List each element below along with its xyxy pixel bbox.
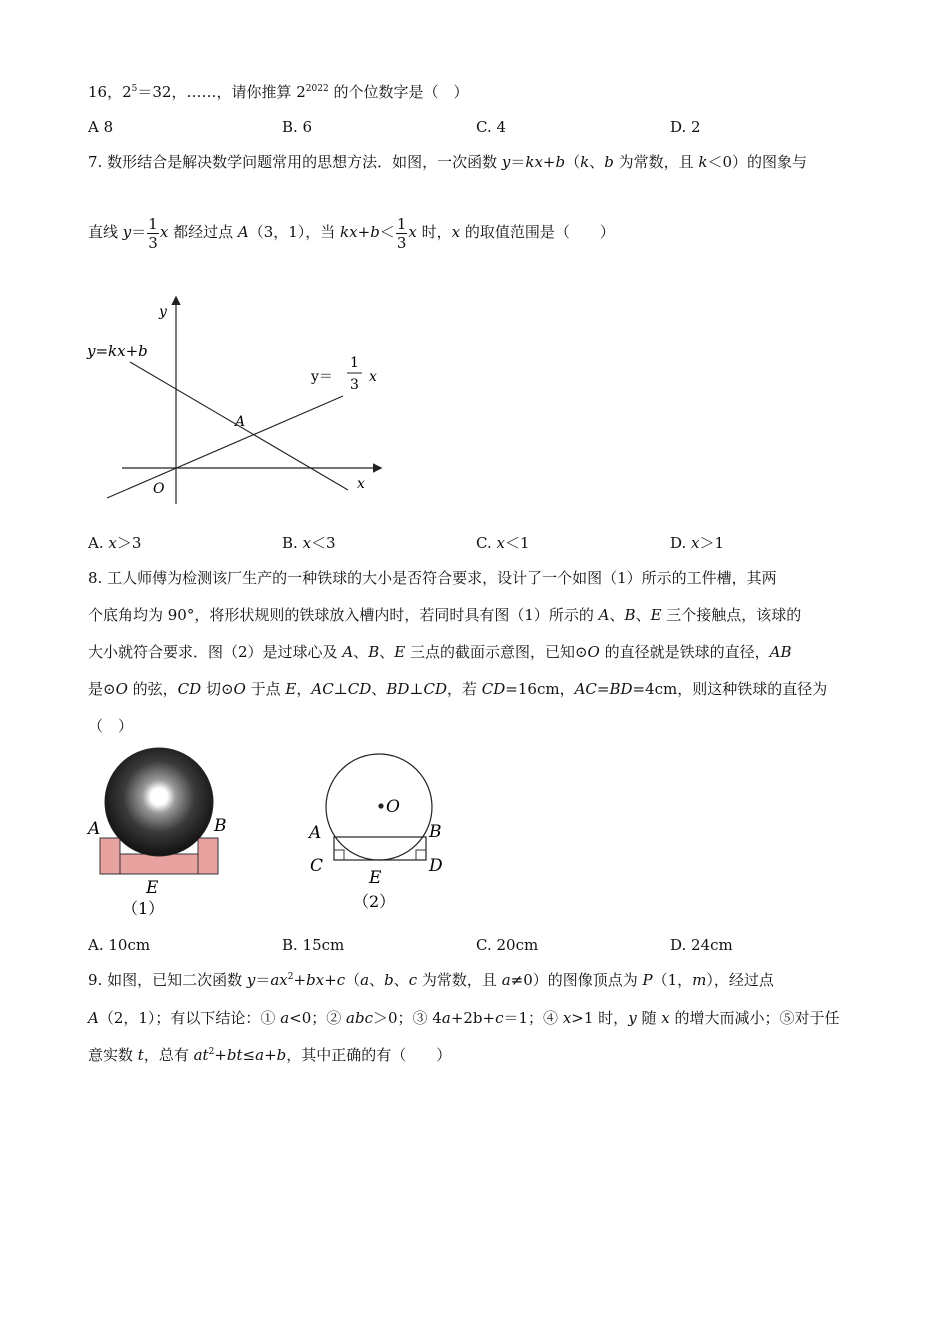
q6-tail: 的个位数字是（ ） — [328, 83, 469, 101]
text: ，若 — [447, 680, 482, 698]
line-one-third-label-var: x — [369, 369, 377, 385]
var: E — [650, 606, 662, 624]
text: 、 — [589, 153, 605, 171]
var: CD — [347, 680, 372, 698]
var: b — [555, 153, 566, 171]
text: 个底角均为 90°，将形状规则的铁球放入槽内时，若同时具有图（1）所示的 — [88, 606, 599, 624]
text: 切⊙ — [201, 680, 234, 698]
fig1-label-b: B — [214, 816, 227, 836]
text: 、 — [635, 606, 651, 624]
var: AB — [769, 643, 792, 661]
var: P — [642, 971, 653, 989]
text: 、 — [369, 971, 385, 989]
var: E — [285, 680, 297, 698]
var: c — [408, 971, 418, 989]
q7-option-d[interactable] — [670, 533, 724, 553]
var: x — [302, 534, 312, 552]
q8-stem-line1: 8. 工人师傅为检测该厂生产的一种铁球的大小是否符合要求，设计了一个如图（1）所示的工件槽，其两 — [88, 569, 777, 587]
var: CD — [423, 680, 447, 698]
var: bt — [226, 1046, 243, 1064]
var: x — [661, 1009, 670, 1027]
right-angle-mark-c — [334, 850, 344, 860]
var: b — [384, 971, 394, 989]
text: ＜3 — [311, 534, 336, 552]
text: 时， — [416, 223, 452, 241]
var: x — [159, 223, 169, 241]
var: k — [698, 153, 708, 171]
fig1-label-a: A — [88, 819, 101, 839]
var: b — [276, 1046, 287, 1064]
q7-linear-graph — [85, 290, 395, 515]
text: 是⊙ — [88, 680, 116, 698]
var: t — [137, 1046, 144, 1064]
text: ），经过点 — [706, 971, 774, 989]
q6-option-b[interactable]: B. 6 — [282, 118, 313, 136]
var: O — [587, 643, 600, 661]
numerator: 1 — [396, 214, 407, 233]
var: CD — [177, 680, 202, 698]
q7-stem-line2 — [88, 212, 615, 252]
q6-exponent: 5 — [131, 84, 138, 94]
fig2-label-e: E — [369, 868, 382, 888]
text: 、 — [609, 606, 625, 624]
text: + — [293, 971, 307, 989]
text: （1， — [652, 971, 693, 989]
fig1-label-e: E — [146, 878, 159, 898]
text: +2b+ — [450, 1009, 496, 1027]
text: 为常数，且 — [417, 971, 502, 989]
text: 、 — [379, 643, 395, 661]
text: （3，1），当 — [248, 223, 341, 241]
var: AC — [574, 680, 597, 698]
text: ＝ — [510, 153, 526, 171]
var: CD — [481, 680, 506, 698]
var: x — [691, 534, 700, 552]
text: A. — [88, 534, 109, 552]
denominator: 3 — [148, 233, 158, 252]
text: ＞1 — [699, 534, 725, 552]
var: bx — [306, 971, 325, 989]
text: 直线 — [88, 223, 123, 241]
text: ＝1；④ — [503, 1009, 563, 1027]
q7-stem-line1 — [88, 152, 807, 172]
fig2-label-d: D — [429, 856, 443, 876]
var: E — [394, 643, 406, 661]
q6-option-d[interactable]: D. 2 — [670, 118, 701, 136]
q6-option-c[interactable]: C. 4 — [476, 118, 507, 136]
text: 为常数，且 — [613, 153, 699, 171]
fig2-label-o: O — [386, 797, 400, 817]
text: ＞3 — [116, 534, 142, 552]
q7-option-b[interactable] — [282, 533, 336, 553]
text: <0；② — [289, 1009, 347, 1027]
fraction-one-third — [147, 215, 159, 252]
y-axis-label: y — [159, 304, 167, 320]
var: a — [255, 1046, 265, 1064]
denominator: 3 — [396, 233, 407, 252]
var: c — [336, 971, 346, 989]
text: ⊥ — [409, 680, 424, 698]
line-one-third-label-num: 1 — [350, 355, 359, 371]
text: 7. 数形结合是解决数学问题常用的思想方法．如图，一次函数 — [88, 153, 502, 171]
q8-option-c[interactable]: C. 20cm — [476, 936, 539, 954]
fig1-caption: （1） — [122, 899, 165, 918]
text: ≠0）的图像顶点为 — [510, 971, 643, 989]
text: 的直径就是铁球的直径， — [599, 643, 770, 661]
var: x — [108, 534, 117, 552]
groove-base — [120, 854, 198, 874]
origin-label: O — [153, 481, 165, 497]
fig2-label-b: B — [429, 822, 442, 842]
var: abc — [346, 1009, 373, 1027]
text: 大小就符合要求．图（2）是过球心及 — [88, 643, 343, 661]
text: ＝ — [255, 971, 271, 989]
q9-stem-line1 — [88, 970, 774, 990]
iron-ball — [105, 748, 213, 856]
var: O — [115, 680, 128, 698]
line-one-third-label-prefix: y＝ — [311, 369, 333, 385]
q6-option-a[interactable]: A 8 — [88, 118, 114, 136]
text: 、 — [371, 680, 387, 698]
var: A — [342, 643, 354, 661]
text: C. — [476, 534, 497, 552]
q8-stem-line2 — [88, 605, 801, 625]
var: A — [88, 1009, 99, 1027]
fraction-one-third-2 — [396, 215, 408, 252]
var: AC — [311, 680, 334, 698]
text: （ — [565, 153, 581, 171]
q8-figure-1-ball-in-groove — [86, 745, 236, 920]
text: 、 — [393, 971, 409, 989]
text: ＞0；③ 4 — [373, 1009, 442, 1027]
exponent: 2 — [208, 1047, 215, 1057]
line-kx-plus-b-label: y=kx+b — [87, 342, 148, 360]
exponent: 2 — [287, 972, 294, 982]
fig2-caption: （2） — [353, 892, 396, 911]
q6-number: 16， — [88, 83, 123, 101]
text: 意实数 — [88, 1046, 138, 1064]
var: A — [598, 606, 610, 624]
var: x — [562, 1009, 572, 1027]
q6-base: 2 — [122, 83, 132, 101]
line-one-third-label-den: 3 — [350, 377, 359, 393]
text: 9. 如图，已知二次函数 — [88, 971, 247, 989]
text: + — [324, 971, 337, 989]
var: BD — [609, 680, 633, 698]
var: BD — [386, 680, 410, 698]
text: 的取值范围是（ ） — [460, 223, 615, 241]
q6-stem — [88, 82, 468, 102]
fig2-label-c: C — [310, 856, 324, 876]
q7-option-c[interactable] — [476, 533, 530, 553]
var: at — [193, 1046, 209, 1064]
text: 的增大而减小；⑤对于任 — [669, 1009, 840, 1027]
text: + — [264, 1046, 277, 1064]
var: x — [451, 223, 461, 241]
q8-stem-line5: （ ） — [88, 717, 134, 735]
var: m — [692, 971, 707, 989]
var: a — [360, 971, 370, 989]
q9-stem-line2 — [88, 1008, 839, 1028]
text: ≤ — [242, 1046, 256, 1064]
text: （ — [345, 971, 361, 989]
q8-option-b[interactable]: B. 15cm — [282, 936, 345, 954]
q8-stem-line4 — [88, 679, 827, 699]
var: a — [441, 1009, 451, 1027]
text: =4cm，则这种铁球的直径为 — [632, 680, 828, 698]
var: b — [370, 223, 380, 241]
q9-stem-line3 — [88, 1045, 451, 1065]
text: =16cm， — [505, 680, 575, 698]
q7-option-a[interactable] — [88, 533, 141, 553]
text: ＝ — [131, 223, 147, 241]
right-angle-mark-d — [416, 850, 426, 860]
text: D. — [670, 534, 692, 552]
x-axis-label: x — [357, 476, 365, 492]
text: ， — [296, 680, 312, 698]
numerator: 1 — [148, 214, 158, 233]
text: 都经过点 — [168, 223, 238, 241]
var: ax — [270, 971, 288, 989]
q8-option-d[interactable]: D. 24cm — [670, 936, 733, 954]
text: = — [596, 680, 610, 698]
text: ＜ — [379, 223, 395, 241]
text: B. — [282, 534, 303, 552]
var: kx — [525, 153, 543, 171]
var: x — [496, 534, 505, 552]
text: ，其中正确的有（ ） — [286, 1046, 452, 1064]
text: 三点的截面示意图，已知⊙ — [405, 643, 588, 661]
var: y — [246, 971, 256, 989]
text: ⊥ — [333, 680, 348, 698]
groove-right-wall — [198, 838, 218, 874]
var: x — [408, 223, 417, 241]
text: 随 — [636, 1009, 662, 1027]
line-one-third-x — [107, 396, 343, 498]
var: B — [624, 606, 636, 624]
center-point-o — [378, 803, 383, 808]
text: （2，1）；有以下结论：① — [98, 1009, 281, 1027]
q8-figure-2-cross-section — [305, 745, 460, 920]
var: c — [495, 1009, 504, 1027]
q8-option-a[interactable]: A. 10cm — [88, 936, 151, 954]
text: ＜1 — [504, 534, 530, 552]
var: y — [628, 1009, 637, 1027]
var: A — [237, 223, 249, 241]
q6-exponent-2022: 2022 — [305, 84, 329, 94]
var: kx — [340, 223, 358, 241]
var: a — [280, 1009, 290, 1027]
q8-stem-line3 — [88, 642, 791, 662]
var: y — [122, 223, 132, 241]
text: ，总有 — [143, 1046, 194, 1064]
text: + — [357, 223, 371, 241]
point-a-label: A — [235, 414, 246, 430]
text: 三个接触点，该球的 — [661, 606, 802, 624]
text: 于点 — [245, 680, 286, 698]
var: O — [233, 680, 246, 698]
q6-text: ＝32，……，请你推算 2 — [137, 83, 306, 101]
text: 的弦， — [127, 680, 178, 698]
text: >1 时， — [571, 1009, 629, 1027]
groove-left-wall — [100, 838, 120, 874]
text: ＜0）的图象与 — [707, 153, 808, 171]
var: k — [580, 153, 590, 171]
fig2-label-a: A — [309, 823, 322, 843]
text: + — [214, 1046, 227, 1064]
text: 、 — [353, 643, 369, 661]
var: B — [368, 643, 380, 661]
text: + — [542, 153, 556, 171]
var: y — [501, 153, 511, 171]
var: b — [604, 153, 614, 171]
var: a — [501, 971, 511, 989]
